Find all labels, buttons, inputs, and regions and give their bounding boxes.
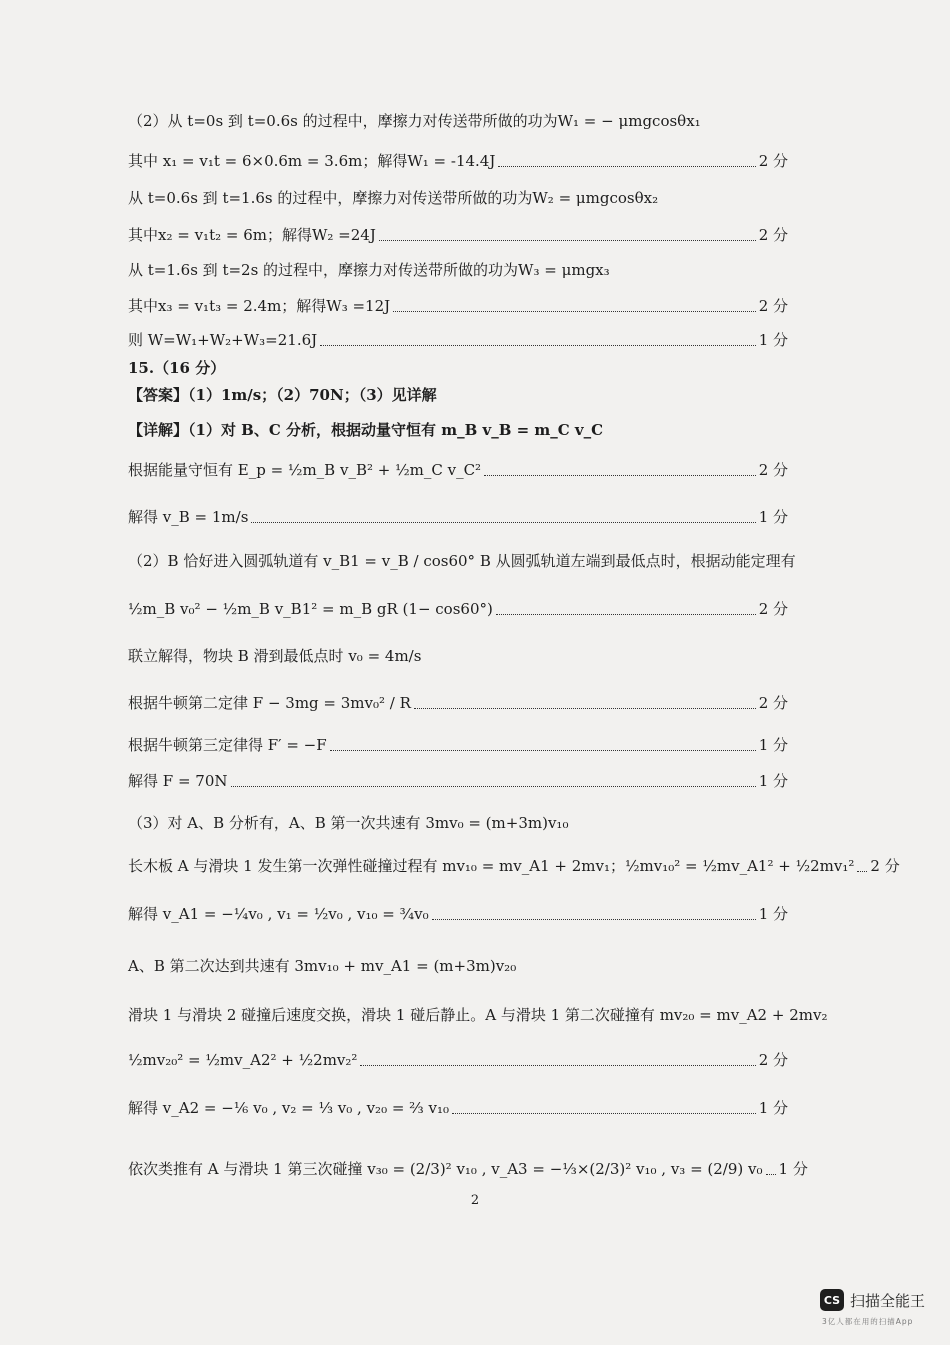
line-text: ½m_B v₀² − ½m_B v_B1² = m_B gR (1− cos60°)	[128, 600, 493, 618]
score-label: 1 分	[758, 1099, 788, 1117]
line-text: 其中x₃ = v₁t₃ = 2.4m；解得W₃ =12J	[128, 297, 391, 315]
solution-line	[128, 550, 796, 572]
line-text: （2）B 恰好进入圆弧轨道有 v_B1 = v_B / cos60° B 从圆弧轨道左端到最低点时，根据动能定理有	[128, 552, 796, 570]
line-text: 根据牛顿第二定律 F − 3mg = 3mv₀² / R	[128, 694, 411, 712]
dotted-leader	[393, 311, 756, 312]
dotted-leader	[330, 750, 756, 751]
solution-line	[128, 855, 900, 877]
score-label: 1 分	[758, 736, 788, 754]
solution-line	[128, 598, 788, 620]
score-label: 2 分	[870, 857, 900, 875]
dotted-leader	[379, 240, 756, 241]
line-text: （2）从 t=0s 到 t=0.6s 的过程中，摩擦力对传送带所做的功为W₁ = − μmgcosθx₁	[128, 112, 701, 130]
line-text: 【详解】（1）对 B、C 分析，根据动量守恒有 m_B v_B = m_C v_C	[128, 421, 604, 439]
page-number: 2	[470, 1193, 480, 1208]
watermark-tagline: 3亿人都在用的扫描App	[822, 1317, 914, 1326]
solution-line	[128, 419, 788, 441]
solution-line	[128, 1097, 788, 1119]
score-label: 1 分	[758, 331, 788, 349]
line-text: 其中 x₁ = v₁t = 6×0.6m = 3.6m；解得W₁ = -14.4J	[128, 152, 496, 170]
dotted-leader	[498, 166, 755, 167]
dotted-leader	[484, 475, 756, 476]
solution-line	[128, 295, 788, 317]
score-label: 1 分	[758, 905, 788, 923]
score-label: 2 分	[758, 600, 788, 618]
dotted-leader	[231, 786, 756, 787]
camscanner-watermark	[820, 1287, 940, 1327]
dotted-leader	[452, 1113, 756, 1114]
score-label: 1 分	[758, 508, 788, 526]
score-label: 2 分	[758, 152, 788, 170]
line-text: 解得 v_A2 = −⅙ v₀ , v₂ = ⅓ v₀ , v₂₀ = ⅔ v₁₀	[128, 1099, 449, 1117]
solution-line	[128, 357, 788, 379]
line-text: 解得 v_A1 = −¼v₀ , v₁ = ½v₀ , v₁₀ = ¾v₀	[128, 905, 429, 923]
dotted-leader	[766, 1174, 776, 1175]
line-text: A、B 第二次达到共速有 3mv₁₀ + mv_A1 = (m+3m)v₂₀	[128, 957, 517, 975]
solution-line	[128, 329, 788, 351]
solution-line	[128, 384, 788, 406]
line-text: （3）对 A、B 分析有，A、B 第一次共速有 3mv₀ = (m+3m)v₁₀	[128, 814, 569, 832]
solution-line	[128, 110, 788, 132]
solution-line	[128, 187, 788, 209]
score-label: 2 分	[758, 226, 788, 244]
line-text: ½mv₂₀² = ½mv_A2² + ½2mv₂²	[128, 1051, 358, 1069]
solution-line	[128, 692, 788, 714]
line-text: 则 W=W₁+W₂+W₃=21.6J	[128, 331, 318, 349]
solution-line	[128, 506, 788, 528]
solution-line	[128, 459, 788, 481]
camscanner-logo-icon: CS	[820, 1289, 844, 1311]
dotted-leader	[857, 871, 867, 872]
solution-line	[128, 734, 788, 756]
dotted-leader	[496, 614, 756, 615]
score-label: 2 分	[758, 297, 788, 315]
solution-line	[128, 812, 788, 834]
solution-line	[128, 955, 788, 977]
dotted-leader	[251, 522, 755, 523]
watermark-name: 扫描全能王	[850, 1292, 926, 1310]
dotted-leader	[360, 1065, 755, 1066]
solution-line	[128, 150, 788, 172]
line-text: 长木板 A 与滑块 1 发生第一次弹性碰撞过程有 mv₁₀ = mv_A1 + 2mv₁；½mv₁₀² = ½mv_A1² + ½2mv₁²	[128, 857, 855, 875]
line-text: 解得 F = 70N	[128, 772, 228, 790]
solution-line	[128, 1049, 788, 1071]
solution-line	[128, 224, 788, 246]
score-label: 1 分	[778, 1160, 808, 1178]
line-text: 【答案】（1）1m/s；（2）70N；（3）见详解	[128, 386, 437, 404]
score-label: 2 分	[758, 461, 788, 479]
dotted-leader	[432, 919, 756, 920]
line-text: 15.（16 分）	[128, 359, 226, 377]
line-text: 依次类推有 A 与滑块 1 第三次碰撞 v₃₀ = (2/3)² v₁₀ , v_A3 = −⅓×(2/3)² v₁₀ , v₃ = (2/9) v₀	[128, 1160, 763, 1178]
line-text: 从 t=1.6s 到 t=2s 的过程中，摩擦力对传送带所做的功为W₃ = μmgx₃	[128, 261, 610, 279]
line-text: 根据能量守恒有 E_p = ½m_B v_B² + ½m_C v_C²	[128, 461, 482, 479]
dotted-leader	[320, 345, 756, 346]
line-text: 联立解得，物块 B 滑到最低点时 v₀ = 4m/s	[128, 647, 422, 665]
score-label: 2 分	[758, 1051, 788, 1069]
score-label: 2 分	[758, 694, 788, 712]
line-text: 解得 v_B = 1m/s	[128, 508, 249, 526]
solution-line	[128, 1158, 808, 1180]
solution-line	[128, 770, 788, 792]
line-text: 其中x₂ = v₁t₂ = 6m；解得W₂ =24J	[128, 226, 376, 244]
line-text: 根据牛顿第三定律得 F′ = −F	[128, 736, 327, 754]
dotted-leader	[414, 708, 756, 709]
line-text: 从 t=0.6s 到 t=1.6s 的过程中，摩擦力对传送带所做的功为W₂ = μmgcosθx₂	[128, 189, 659, 207]
solution-line	[128, 645, 788, 667]
solution-line	[128, 903, 788, 925]
solution-line	[128, 1004, 828, 1026]
line-text: 滑块 1 与滑块 2 碰撞后速度交换，滑块 1 碰后静止。A 与滑块 1 第二次碰撞有 mv₂₀ = mv_A2 + 2mv₂	[128, 1006, 828, 1024]
solution-line	[128, 259, 788, 281]
score-label: 1 分	[758, 772, 788, 790]
